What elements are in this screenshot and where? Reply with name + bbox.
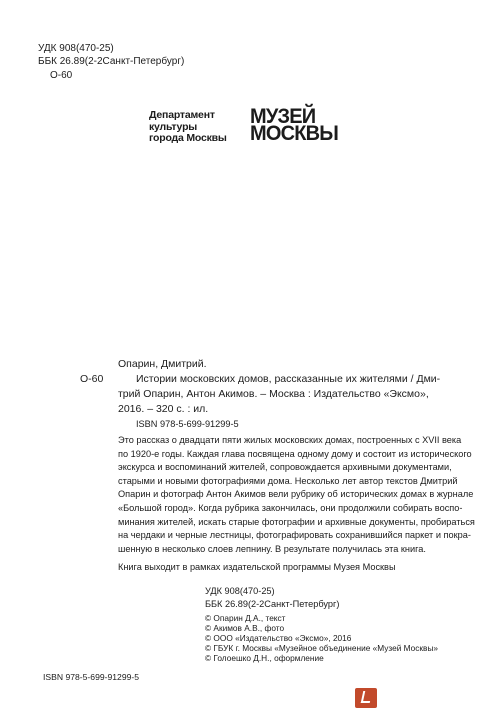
author-mark: О-60 [80,373,104,385]
udk-code-bottom: УДК 908(470-25) [205,586,275,596]
department-logo [149,110,227,145]
author-mark-top: О-60 [50,70,73,81]
program-note: Книга выходит в рамках издательской программы Музея Москвы [118,562,396,572]
copyright-line-2: © Акимов А.В., фото [205,622,285,633]
annotation-line-9: шенную в несколько слоев лепнину. В результате получилась эта книга. [118,543,426,554]
copyright-line-3: © ООО «Издательство «Эксмо», 2016 [205,632,352,643]
annotation-line-6: «Большой город». Когда рубрика закончилась, они продолжили собирать воспо- [118,502,463,513]
bbk-code-bottom: ББК 26.89(2-2Санкт-Петербург) [205,599,340,609]
isbn-bottom: ISBN 978-5-699-91299-5 [43,672,140,682]
museum-logo-line-2: МОСКВЫ [250,121,339,146]
author-heading: Опарин, Дмитрий. [118,358,207,370]
museum-logo-line-1: МУЗЕЙ [250,104,316,129]
description-line-3: 2016. – 320 с. : ил. [118,403,209,415]
annotation-line-1: Это рассказ о двадцати пяти жилых московских домах, построенных с XVII века [118,435,462,445]
annotation-line-4: старыми и новыми фотографиями дома. Несколько лет автор текстов Дмитрий [118,475,458,486]
bbk-code-top: ББК 26.89(2-2Санкт-Петербург) [38,56,185,67]
labirint-corner-mark-icon [355,688,377,708]
copyright-line-4: © ГБУК г. Москвы «Музейное объединение «Музей Москвы» [205,642,439,653]
udk-code-top: УДК 908(470-25) [38,43,114,54]
description-line-1: Истории московских домов, рассказанные их жителями / Дми- [136,373,441,385]
copyright-line-1: © Опарин Д.А., текст [205,613,286,623]
annotation-line-3: экскурса и воспоминаний жителей, сопровождается архивными документами, [118,462,452,473]
catalog-isbn: ISBN 978-5-699-91299-5 [136,419,239,429]
description-line-2: трий Опарин, Антон Акимов. – Москва : Издательство «Эксмо», [118,388,429,400]
annotation-line-5: Опарин и фотограф Антон Акимов вели рубрику об исторических домах в журнале [118,489,474,500]
museum-logo [250,104,339,146]
annotation-line-2: по 1920-е годы. Каждая глава посвящена одному дому и состоит из исторического [118,448,472,459]
copyright-list [205,614,438,664]
department-logo-line-3: города Москвы [149,132,227,144]
annotation-line-8: на чердаки и черные лестницы, фотографировать сохранившийся паркет и покра- [118,530,471,541]
annotation [118,434,475,556]
department-logo-line-1: Департамент [149,109,215,121]
annotation-line-7: минания жителей, искать старые фотографии и архивные документы, пробираться [118,516,475,527]
department-logo-line-2: культуры [149,120,198,133]
copyright-line-5: © Голоешко Д.Н., оформление [205,652,324,663]
bibliographic-description [118,372,440,417]
